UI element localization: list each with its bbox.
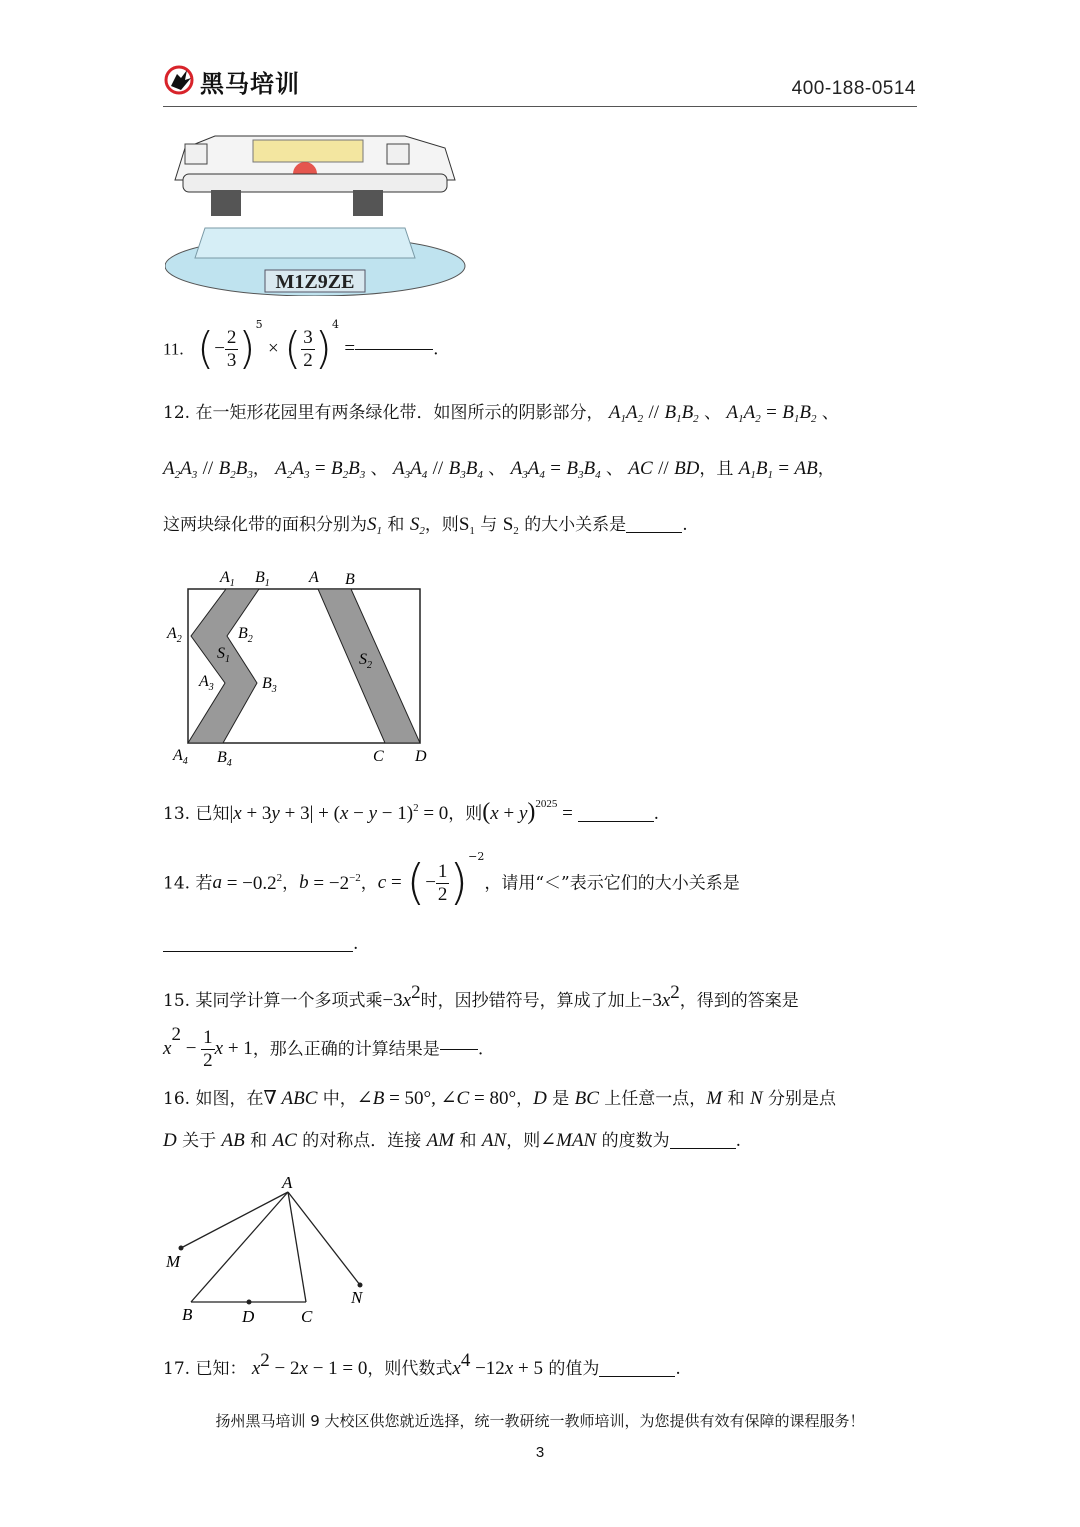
fig16-label-N: N [351, 1288, 363, 1307]
question-14: 14. 若$a = -0.2^2$，$b = -2^{-2}$，c = (− $\frac{1}{2}$ )$^{-2}$，请用“＜”表示它们的大小关系是 [163, 850, 740, 911]
fig12-label-A1: $A_1$ [220, 569, 235, 589]
fig16-label-B: B [182, 1305, 193, 1324]
fig12-label-B1: $B_1$ [255, 569, 270, 589]
fig12-label-S1: $S_1$ [217, 645, 230, 665]
q12-answer-blank [626, 532, 682, 533]
header [0, 0, 1080, 110]
fig12-label-A3: $A_3$ [199, 673, 214, 693]
brand-logo-icon [163, 64, 197, 96]
question-12-line2: $A_2A_3 // B_2B_3$， $A_2A_3 = B_2B_3$ 、 $A_3A_4 // B_3B_4$ 、 $A_3A_4 = B_3B_4$ 、 AC // BD，且 $A_1B_1$ = AB， [163, 458, 835, 481]
fig16-label-C: C [301, 1307, 313, 1326]
q15-answer-blank [440, 1049, 478, 1050]
question-12-line1: 12. 在一矩形花园里有两条绿化带．如图所示的阴影部分， $A_1A_2 // B_1B_2$ 、 $A_1A_2 = B_1B_2$ 、 [163, 402, 839, 425]
car-reflection-illustration [165, 128, 467, 296]
q14-answer-blank [163, 951, 353, 952]
brand-name: 黑马培训 [200, 70, 300, 98]
fig12-label-A4: $A_4$ [173, 747, 188, 767]
q11-number: 11. [163, 339, 184, 359]
question-15-line2: $x^2$ − $\frac{1}{2}$ x + 1，那么正确的计算结果是 . [163, 1024, 484, 1071]
fig12-label-B2: $B_2$ [238, 625, 253, 645]
page-number: 3 [535, 1444, 545, 1461]
q13-number: 13. [163, 804, 191, 824]
fig16-label-A: A [282, 1173, 293, 1192]
fig12-label-C: C [373, 748, 384, 765]
q14-number: 14. [163, 873, 191, 894]
fig12-label-B4: $B_4$ [217, 749, 232, 769]
fig12-label-B3: $B_3$ [262, 675, 277, 695]
q11-answer-blank [355, 349, 433, 350]
q12-number: 12. [163, 403, 191, 423]
question-11: 11. (− $\frac{2}{3}$ )$^5$ × ( $\frac{3}{2}$ )$^4$ = . [163, 318, 439, 375]
figure-12-garden [163, 564, 443, 774]
q16-number: 16. [163, 1089, 191, 1109]
question-13: 13. 已知$|x + 3y + 3| + (x - y - 1)^2 = 0$，则$(x + y)^{2025}$ = . [163, 798, 660, 825]
question-15-line1: 15. 某同学计算一个多项式乘$-3x^2$时，因抄错符号，算成了加上$-3x^2$，得到的答案是 [163, 982, 799, 1011]
footer-slogan: 扬州黑马培训 9 大校区供您就近选择，统一教研统一教师培训，为您提供有效有保障的课程服务！ [215, 1412, 865, 1430]
fig16-label-M: M [166, 1252, 181, 1271]
fig12-label-S2: $S_2$ [359, 651, 372, 671]
plate-text: M1Z9ZE [275, 271, 355, 293]
question-16-line1: 16. 如图，在∇ ABC 中，∠B = 50°, ∠C = 80°，D 是 BC 上任意一点，M 和 N 分别是点 [163, 1088, 837, 1109]
question-12-line3: 这两块绿化带的面积分别为$S_1$ 和 $S_2$，则$S_1$ 与 $S_2$ 的大小关系是 . [163, 514, 688, 537]
fig12-label-D: D [415, 748, 427, 765]
phone-number: 400-188-0514 [791, 78, 916, 99]
fig16-label-D: D [242, 1307, 255, 1326]
question-14-answer: . [163, 934, 358, 954]
q15-number: 15. [163, 991, 191, 1011]
q17-number: 17. [163, 1359, 191, 1379]
figure-16-triangle [163, 1170, 383, 1330]
fig12-label-A: A [309, 569, 319, 586]
fig12-label-A2: $A_2$ [167, 625, 182, 645]
question-17: 17. 已知： $x^2 - 2x - 1 = 0$，则代数式$x^4 -12x + 5$ 的值为 . [163, 1350, 681, 1379]
header-divider [163, 106, 917, 107]
q17-answer-blank [599, 1376, 675, 1377]
question-16-line2: D 关于 AB 和 AC 的对称点．连接 AM 和 AN，则∠MAN 的度数为 . [163, 1130, 742, 1151]
fig12-label-B: B [345, 571, 355, 588]
q16-answer-blank [670, 1148, 736, 1149]
q13-answer-blank [578, 821, 654, 822]
